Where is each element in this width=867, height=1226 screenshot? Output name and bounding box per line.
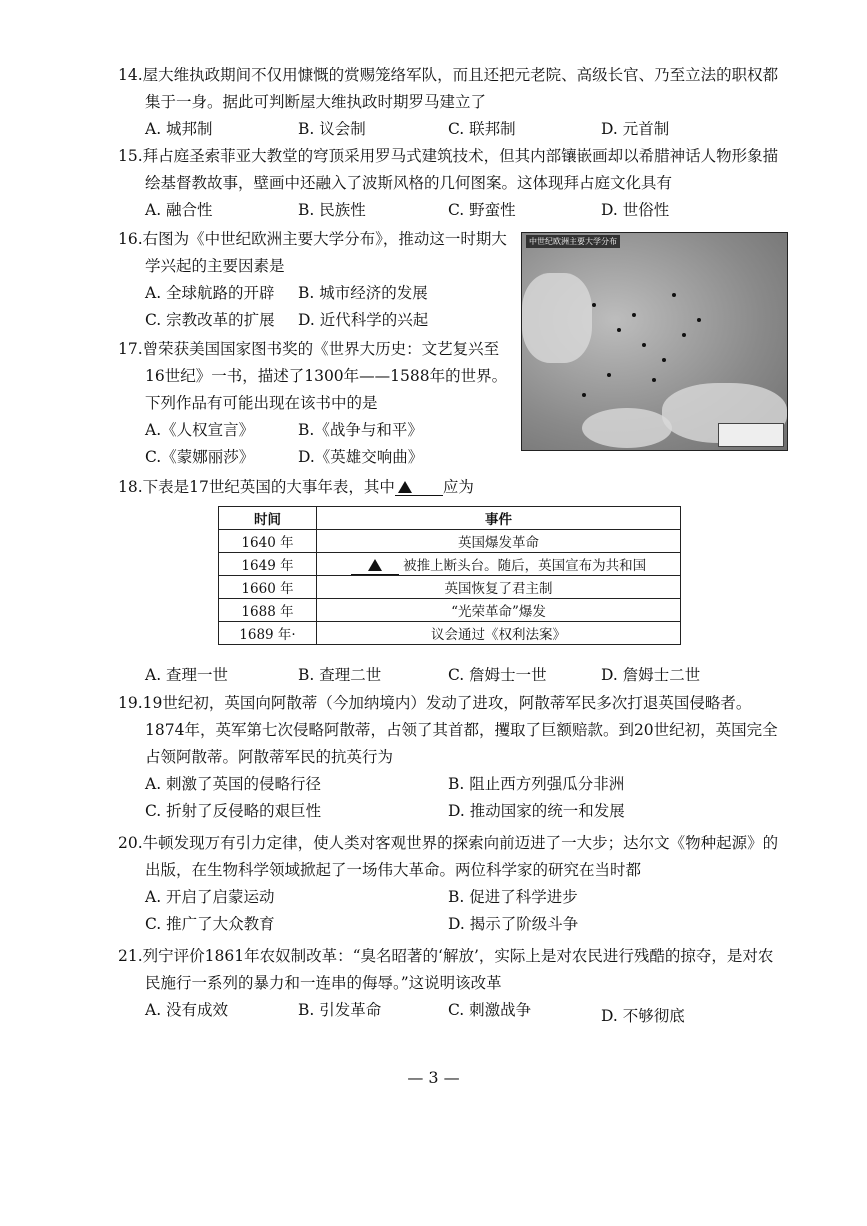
cell-time: 1660 年 bbox=[219, 576, 317, 599]
blank bbox=[351, 558, 399, 575]
cell-event: “光荣革命”爆发 bbox=[317, 599, 681, 622]
option-b: B.《战争与和平》 bbox=[298, 421, 423, 439]
option-c: C. 刺激战争 bbox=[448, 1001, 532, 1019]
question-stem: 17.曾荣获美国国家图书奖的《世界大历史：文艺复兴至16世纪》一书，描述了1300年——1588年的世界。下列作品有可能出现在该书中的是 bbox=[118, 340, 508, 412]
question-stem: 19.19世纪初，英国向阿散蒂（今加纳境内）发动了进攻，阿散蒂军民多次打退英国侵略者。1874年，英军第七次侵略阿散蒂，占领了其首都，攫取了巨额赔款。到20世纪初，英国完全占领阿散蒂。阿散蒂军民的抗英行为 bbox=[118, 694, 778, 766]
question-14 bbox=[118, 62, 788, 143]
options bbox=[118, 798, 788, 825]
question-17 bbox=[118, 336, 508, 471]
question-stem: 15.拜占庭圣索菲亚大教堂的穹顶采用罗马式建筑技术，但其内部镶嵌画却以希腊神话人物形象描绘基督教故事，壁画中还融入了波斯风格的几何图案。这体现拜占庭文化具有 bbox=[118, 147, 779, 192]
option-c: C. 野蛮性 bbox=[448, 201, 516, 219]
header-time: 时间 bbox=[219, 507, 317, 530]
option-a: A. 融合性 bbox=[145, 201, 213, 219]
options bbox=[118, 116, 788, 143]
table-row bbox=[219, 622, 681, 645]
option-d: D. 元首制 bbox=[601, 120, 670, 138]
question-19 bbox=[118, 690, 788, 825]
question-15 bbox=[118, 143, 788, 224]
cell-time: 1640 年 bbox=[219, 530, 317, 553]
option-d: D. 揭示了阶级斗争 bbox=[448, 915, 579, 933]
option-c: C. 折射了反侵略的艰巨性 bbox=[145, 802, 322, 820]
question-18-options bbox=[118, 662, 788, 689]
options bbox=[118, 911, 788, 938]
option-d: D. 近代科学的兴起 bbox=[298, 311, 429, 329]
map-title: 中世纪欧洲主要大学分布 bbox=[526, 235, 620, 248]
triangle-icon bbox=[398, 481, 412, 493]
option-a: A. 开启了启蒙运动 bbox=[145, 888, 275, 906]
question-21 bbox=[118, 943, 788, 1024]
options bbox=[118, 280, 508, 307]
option-b: B. 促进了科学进步 bbox=[448, 888, 578, 906]
medieval-universities-map bbox=[521, 232, 788, 451]
options bbox=[118, 444, 508, 471]
question-18 bbox=[118, 474, 788, 501]
option-a: A. 刺激了英国的侵略行径 bbox=[145, 775, 322, 793]
option-a: A. 没有成效 bbox=[145, 1001, 229, 1019]
events-table bbox=[218, 506, 681, 645]
option-b: B. 引发革命 bbox=[298, 1001, 382, 1019]
option-c: C. 詹姆士一世 bbox=[448, 666, 547, 684]
cell-time: 1649 年 bbox=[219, 553, 317, 576]
options bbox=[118, 417, 508, 444]
question-stem: 16.右图为《中世纪欧洲主要大学分布》，推动这一时期大学兴起的主要因素是 bbox=[118, 230, 507, 275]
blank bbox=[395, 479, 443, 496]
map-legend bbox=[718, 423, 784, 447]
option-b: B. 阻止西方列强瓜分非洲 bbox=[448, 775, 625, 793]
option-a: A. 全球航路的开辟 bbox=[145, 284, 275, 302]
option-a: A.《人权宣言》 bbox=[145, 421, 255, 439]
table-header-row bbox=[219, 507, 681, 530]
cell-event: 被推上断头台。随后，英国宣布为共和国 bbox=[317, 553, 681, 576]
option-c: C. 联邦制 bbox=[448, 120, 516, 138]
option-c: C.《蒙娜丽莎》 bbox=[145, 448, 255, 466]
option-b: B. 查理二世 bbox=[298, 666, 382, 684]
options bbox=[118, 197, 788, 224]
question-16 bbox=[118, 226, 508, 334]
table-row bbox=[219, 599, 681, 622]
option-a: A. 城邦制 bbox=[145, 120, 213, 138]
option-d: D. 推动国家的统一和发展 bbox=[448, 802, 625, 820]
option-b: B. 城市经济的发展 bbox=[298, 284, 428, 302]
option-c: C. 宗教改革的扩展 bbox=[145, 311, 275, 329]
cell-time: 1688 年 bbox=[219, 599, 317, 622]
option-b: B. 民族性 bbox=[298, 201, 366, 219]
options bbox=[118, 307, 508, 334]
question-stem: 21.列宁评价1861年农奴制改革：“臭名昭著的‘解放’，实际上是对农民进行残酷的掠夺，是对农民施行一系列的暴力和一连串的侮辱。”这说明该改革 bbox=[118, 947, 774, 992]
cell-time: 1689 年· bbox=[219, 622, 317, 645]
table-row bbox=[219, 576, 681, 599]
triangle-icon bbox=[368, 559, 382, 571]
table-row bbox=[219, 530, 681, 553]
option-d: D.《英雄交响曲》 bbox=[298, 448, 424, 466]
options bbox=[118, 771, 788, 798]
option-c: C. 推广了大众教育 bbox=[145, 915, 275, 933]
option-d: D. 世俗性 bbox=[601, 201, 670, 219]
option-a: A. 查理一世 bbox=[145, 666, 229, 684]
question-stem: 18.下表是17世纪英国的大事年表，其中 应为 bbox=[118, 478, 474, 496]
question-stem: 14.屋大维执政期间不仅用慷慨的赏赐笼络军队，而且还把元老院、高级长官、乃至立法的职权都集于一身。据此可判断屋大维执政时期罗马建立了 bbox=[118, 66, 779, 111]
table-row bbox=[219, 553, 681, 576]
options bbox=[118, 884, 788, 911]
header-event: 事件 bbox=[317, 507, 681, 530]
option-d: D. 不够彻底 bbox=[601, 1007, 685, 1025]
options bbox=[118, 997, 788, 1024]
question-20 bbox=[118, 830, 788, 938]
cell-event: 英国恢复了君主制 bbox=[317, 576, 681, 599]
options bbox=[118, 662, 788, 689]
option-d: D. 詹姆士二世 bbox=[601, 666, 701, 684]
cell-event: 议会通过《权利法案》 bbox=[317, 622, 681, 645]
option-b: B. 议会制 bbox=[298, 120, 366, 138]
page-number: — 3 — bbox=[407, 1068, 460, 1087]
cell-event: 英国爆发革命 bbox=[317, 530, 681, 553]
question-stem: 20.牛顿发现万有引力定律，使人类对客观世界的探索向前迈进了一大步；达尔文《物种起源》的出版，在生物科学领域掀起了一场伟大革命。两位科学家的研究在当时都 bbox=[118, 834, 779, 879]
